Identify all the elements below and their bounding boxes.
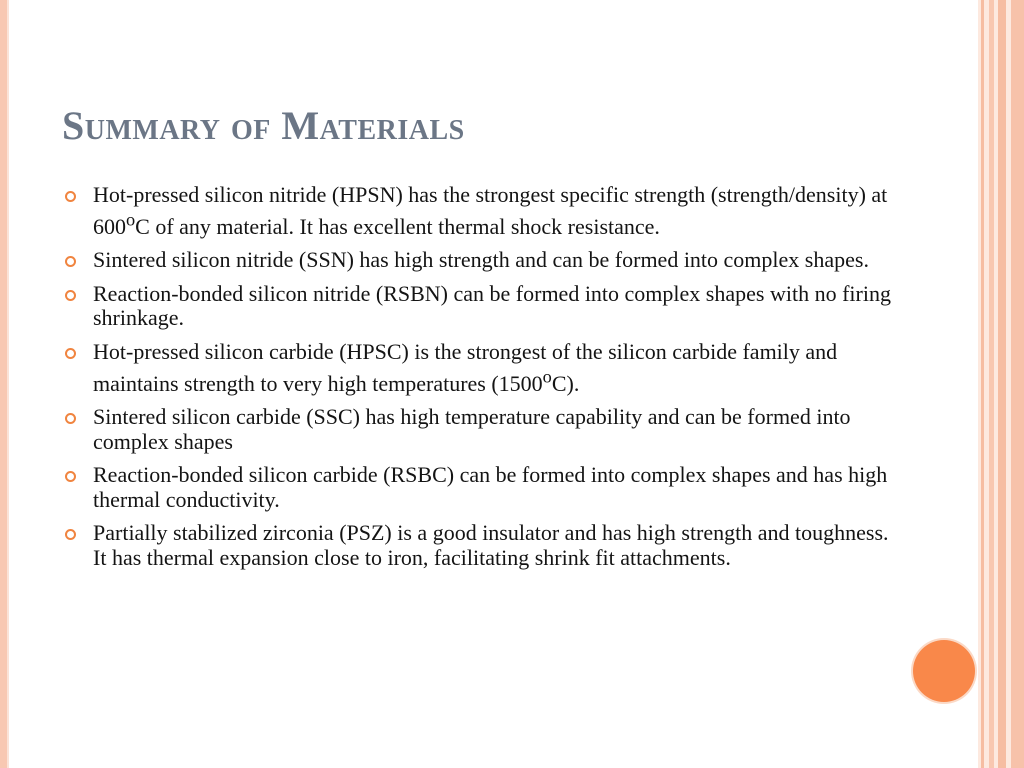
right-decorative-stripes (978, 0, 1024, 768)
slide-title: Summary of Materials (62, 103, 465, 148)
hollow-circle-bullet-icon (65, 471, 76, 482)
bullet-text: Partially stabilized zirconia (PSZ) is a good insulator and has high strength and toughness. It has thermal expansion close to iron, facilitating shrink fit attachments. (93, 520, 889, 570)
left-border-stripe (0, 0, 7, 768)
decorative-stripe (998, 0, 1006, 768)
bullet-text: Hot-pressed silicon carbide (HPSC) is the strongest of the silicon carbide family and maintains strength to very high temperatures (1500$^o$C). (93, 338, 838, 396)
decorative-stripe (1011, 0, 1024, 768)
decorative-stripe (989, 0, 994, 768)
hollow-circle-bullet-icon (65, 348, 76, 359)
bullet-text: Sintered silicon nitride (SSN) has high strength and can be formed into complex shapes. (93, 247, 869, 273)
bullet-text: Hot-pressed silicon nitride (HPSN) has the strongest specific strength (strength/density) at 600$^o$C of any material. It has excellent thermal shock resistance. (93, 182, 888, 239)
decorative-circle (913, 640, 975, 702)
bullet-item (62, 248, 892, 273)
hollow-circle-bullet-icon (65, 290, 76, 301)
bullet-text: Reaction-bonded silicon nitride (RSBN) can be formed into complex shapes with no firing shrinkage. (93, 280, 891, 331)
bullet-text: Sintered silicon carbide (SSC) has high temperature capability and can be formed into complex shapes (93, 404, 851, 454)
bullet-item (62, 463, 892, 512)
hollow-circle-bullet-icon (65, 529, 76, 540)
bullet-list (62, 183, 892, 579)
hollow-circle-bullet-icon (65, 191, 76, 202)
bullet-item (62, 183, 892, 239)
bullet-item (62, 521, 892, 570)
bullet-item (62, 282, 892, 331)
left-border-stripe-inner (7, 0, 9, 768)
bullet-text: Reaction-bonded silicon carbide (RSBC) can be formed into complex shapes and has high thermal conductivity. (93, 462, 888, 512)
bullet-item (62, 340, 892, 396)
hollow-circle-bullet-icon (65, 413, 76, 424)
hollow-circle-bullet-icon (65, 256, 76, 267)
bullet-item (62, 405, 892, 454)
decorative-stripe (981, 0, 984, 768)
